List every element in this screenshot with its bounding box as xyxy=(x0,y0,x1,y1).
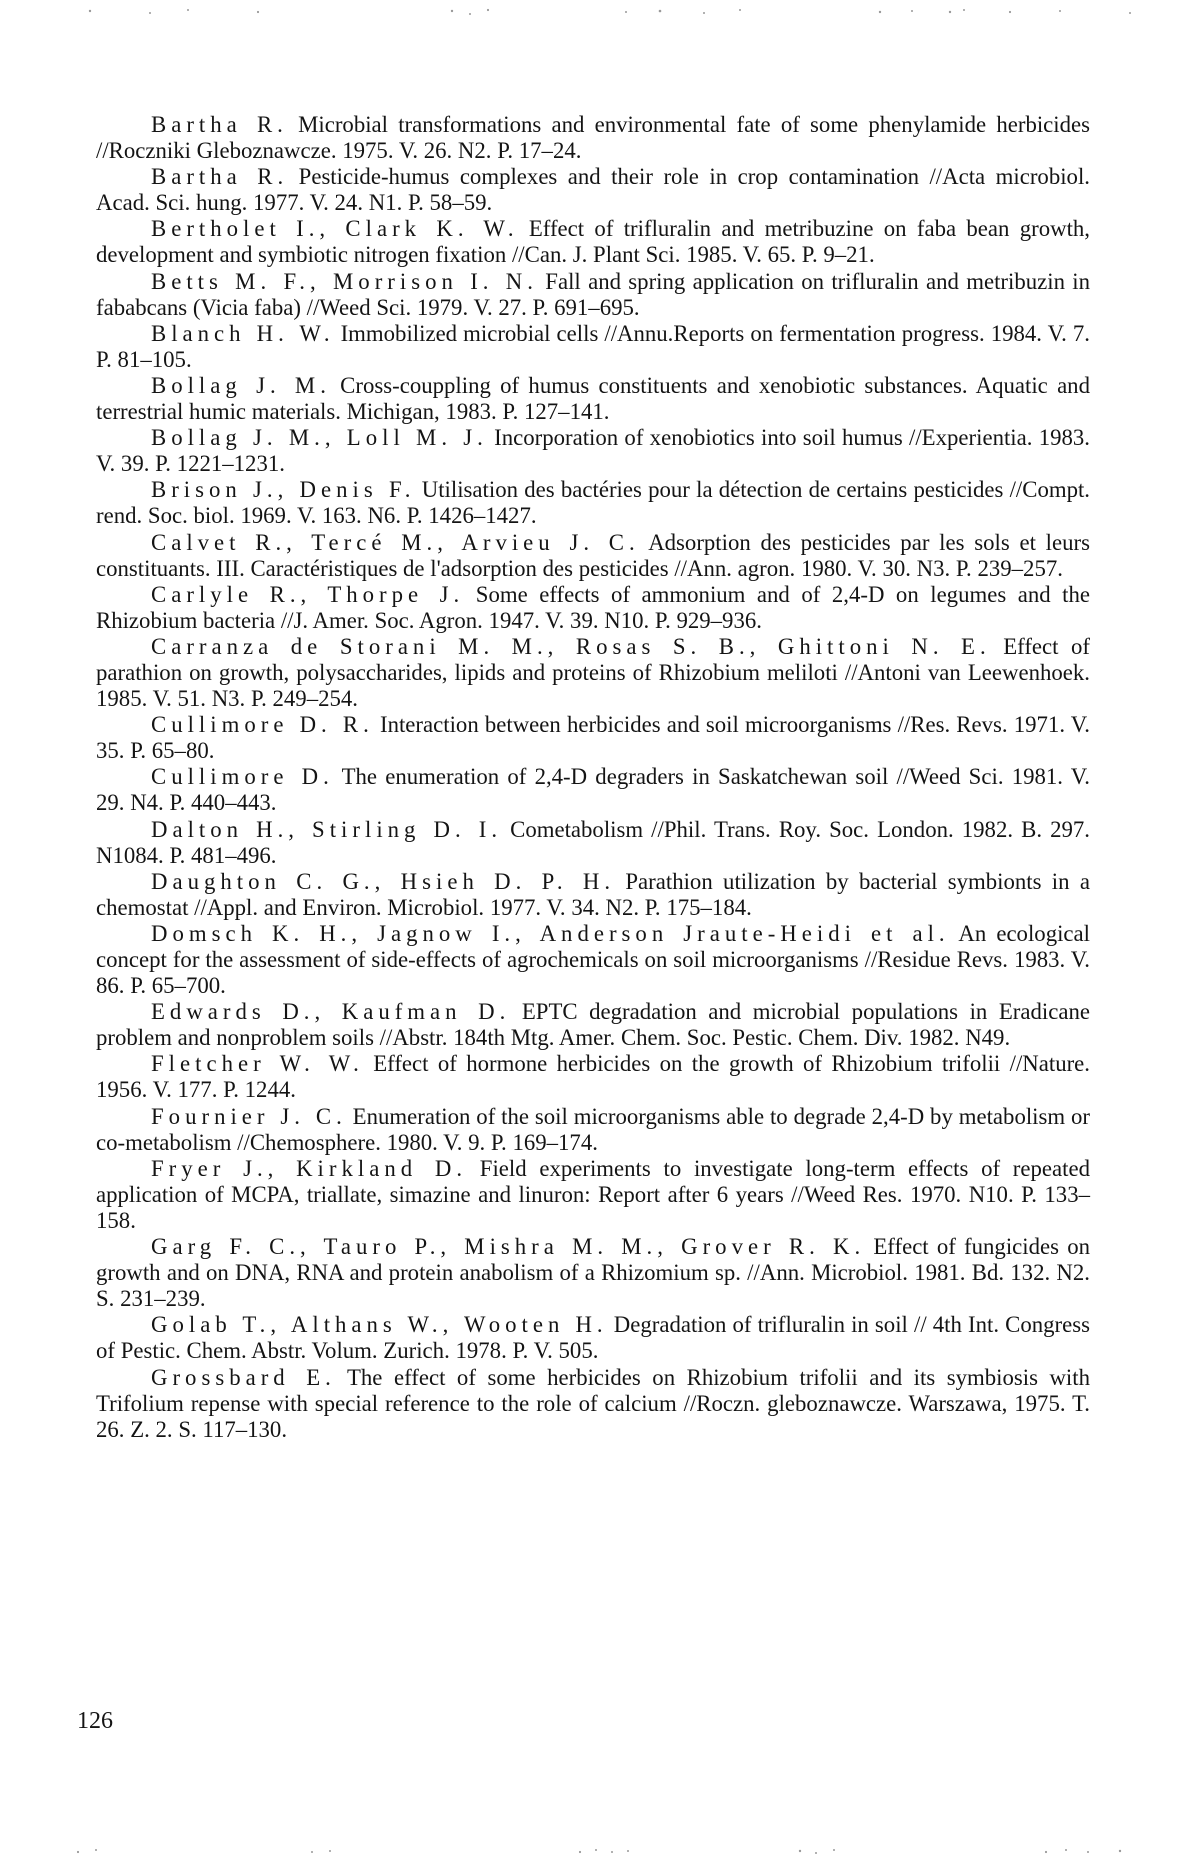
reference-authors: Bartha R. xyxy=(151,164,289,190)
scan-specks-bottom xyxy=(0,1846,1200,1858)
reference-entry xyxy=(96,1365,1090,1443)
reference-authors: Betts M. F., Morrison I. N. xyxy=(151,268,538,294)
reference-authors: Golab T., Althans W., Wooten H. xyxy=(151,1312,608,1338)
reference-text: Interaction between herbicides and soil microorganisms //Res. Revs. 1971. V. 35. P. 65–80. xyxy=(96,712,1090,764)
reference-entry xyxy=(96,1156,1090,1234)
reference-list xyxy=(96,112,1090,1443)
reference-entry xyxy=(96,1234,1090,1312)
reference-authors: Edwards D., Kaufman D. xyxy=(151,999,511,1025)
reference-entry xyxy=(96,164,1090,216)
reference-entry xyxy=(96,530,1090,582)
reference-authors: Bertholet I., Clark K. W. xyxy=(151,216,519,242)
reference-text: EPTC degradation and microbial populations in Eradicane problem and nonproblem soils //Abstr. 184th Mtg. Amer. Chem. Soc. Pestic. Chem. Div. 1982. N49. xyxy=(96,999,1091,1051)
reference-authors: Grossbard E. xyxy=(151,1364,336,1390)
reference-text: The enumeration of 2,4-D degraders in Saskatchewan soil //Weed Sci. 1981. V. 29. N4. P. 440–443. xyxy=(96,764,1091,816)
reference-authors: Domsch K. H., Jagnow I., Anderson Jraute-Heidi et al. xyxy=(151,920,950,946)
reference-text: The effect of some herbicides on Rhizobium trifolii and its symbiosis with Trifolium repense with special reference to the role of calcium //Roczn. gleboznawcze. Warszawa, 1975. T. 26. Z. 2. S. 117–130. xyxy=(96,1364,1090,1442)
reference-entry xyxy=(96,582,1090,634)
reference-text: Fall and spring application on trifluralin and metribuzin in fababcans (Vicia faba) //Weed Sci. 1979. V. 27. P. 691–695. xyxy=(96,268,1091,320)
reference-entry xyxy=(96,764,1090,816)
reference-entry xyxy=(96,817,1090,869)
reference-text: Adsorption des pesticides par les sols et leurs constituants. III. Caractéristiques de l'adsorption des pesticides //Ann. agron. 1980. V. 30. N3. P. 239–257. xyxy=(96,529,1090,581)
reference-text: Microbial transformations and environmental fate of some phenylamide herbicides //Roczniki Gleboznawcze. 1975. V. 26. N2. P. 17–24. xyxy=(96,112,1091,164)
reference-text: Cometabolism //Phil. Trans. Roy. Soc. London. 1982. B. 297. N1084. P. 481–496. xyxy=(96,816,1090,868)
reference-text: Field experiments to investigate long-term effects of repeated application of MCPA, triallate, simazine and linuron: Report after 6 years //Weed Res. 1970. N10. P. 133–158. xyxy=(96,1155,1091,1233)
reference-authors: Cullimore D. xyxy=(151,764,334,790)
reference-entry xyxy=(96,712,1090,764)
scan-specks-top xyxy=(0,6,1200,18)
reference-authors: Fletcher W. W. xyxy=(151,1051,364,1077)
reference-authors: Daughton C. G., Hsieh D. P. H. xyxy=(151,868,616,894)
reference-authors: Fournier J. C. xyxy=(151,1103,347,1129)
reference-entry xyxy=(96,634,1090,712)
reference-entry xyxy=(96,921,1090,999)
reference-entry xyxy=(96,1051,1090,1103)
reference-authors: Carranza de Storani M. M., Rosas S. B., Ghittoni N. E. xyxy=(151,633,991,659)
reference-authors: Garg F. C., Tauro P., Mishra M. M., Grover R. K. xyxy=(151,1234,866,1260)
reference-text: Effect of parathion on growth, polysaccharides, lipids and proteins of Rhizobium meliloti //Antoni van Leewenhoek. 1985. V. 51. N3. P. 249–254. xyxy=(96,633,1090,712)
reference-entry xyxy=(96,477,1090,529)
reference-entry xyxy=(96,869,1090,921)
reference-authors: Brison J., Denis F. xyxy=(151,477,416,503)
reference-text: Some effects of ammonium and of 2,4-D on legumes and the Rhizobium bacteria //J. Amer. Soc. Agron. 1947. V. 39. N10. P. 929–936. xyxy=(96,581,1090,633)
reference-text: Pesticide-humus complexes and their role in crop contamination //Acta microbiol. Acad. Sci. hung. 1977. V. 24. N1. P. 58–59. xyxy=(96,164,1090,216)
reference-entry xyxy=(96,999,1090,1051)
reference-text: Effect of trifluralin and metribuzine on faba bean growth, development and symbiotic nitrogen fixation //Can. J. Plant Sci. 1985. V. 65. P. 9–21. xyxy=(96,216,1091,268)
reference-authors: Bollag J. M., Loll M. J. xyxy=(151,425,488,451)
reference-text: Cross-couppling of humus constituents and xenobiotic substances. Aquatic and terrestrial humic materials. Michigan, 1983. P. 127–141. xyxy=(96,372,1090,425)
reference-authors: Dalton H., Stirling D. I. xyxy=(151,816,503,842)
reference-authors: Blanch H. W. xyxy=(151,320,335,346)
reference-entry xyxy=(96,321,1090,373)
reference-entry xyxy=(96,1104,1090,1156)
reference-text: Enumeration of the soil microorganisms able to degrade 2,4-D by metabolism or co-metabolism //Chemosphere. 1980. V. 9. P. 169–174. xyxy=(96,1103,1090,1155)
reference-text: Effect of fungicides on growth and on DNA, RNA and protein anabolism of a Rhizomium sp. //Ann. Microbiol. 1981. Bd. 132. N2. S. 231–239. xyxy=(96,1234,1090,1312)
reference-entry xyxy=(96,216,1090,268)
reference-text: Parathion utilization by bacterial symbionts in a chemostat //Appl. and Environ. Microbiol. 1977. V. 34. N2. P. 175–184. xyxy=(96,868,1090,920)
reference-entry xyxy=(96,112,1090,164)
page-number: 126 xyxy=(77,1708,113,1734)
reference-entry xyxy=(96,1312,1090,1364)
reference-authors: Carlyle R., Thorpe J. xyxy=(151,581,465,607)
reference-authors: Bollag J. M. xyxy=(151,372,331,398)
reference-entry xyxy=(96,373,1090,425)
reference-text: Effect of hormone herbicides on the growth of Rhizobium trifolii //Nature. 1956. V. 177. P. 1244. xyxy=(96,1051,1090,1103)
reference-authors: Fryer J., Kirkland D. xyxy=(151,1155,468,1181)
reference-text: Incorporation of xenobiotics into soil humus //Experientia. 1983. V. 39. P. 1221–1231. xyxy=(96,425,1090,477)
reference-authors: Cullimore D. R. xyxy=(151,712,374,738)
reference-text: An ecological concept for the assessment of side-effects of agrochemicals on soil microorganisms //Residue Revs. 1983. V. 86. P. 65–700. xyxy=(96,920,1090,999)
reference-entry xyxy=(96,269,1090,321)
reference-text: Immobilized microbial cells //Annu.Reports on fermentation progress. 1984. V. 7. P. 81–105. xyxy=(96,320,1090,372)
reference-entry xyxy=(96,425,1090,477)
reference-authors: Calvet R., Tercé M., Arvieu J. C. xyxy=(151,529,640,555)
reference-text: Degradation of trifluralin in soil // 4th Int. Congress of Pestic. Chem. Abstr. Volum. Zurich. 1978. P. V. 505. xyxy=(96,1312,1090,1364)
reference-authors: Bartha R. xyxy=(151,112,288,137)
reference-text: Utilisation des bactéries pour la détection de certains pesticides //Compt. rend. Soc. biol. 1969. V. 163. N6. P. 1426–1427. xyxy=(96,477,1091,529)
